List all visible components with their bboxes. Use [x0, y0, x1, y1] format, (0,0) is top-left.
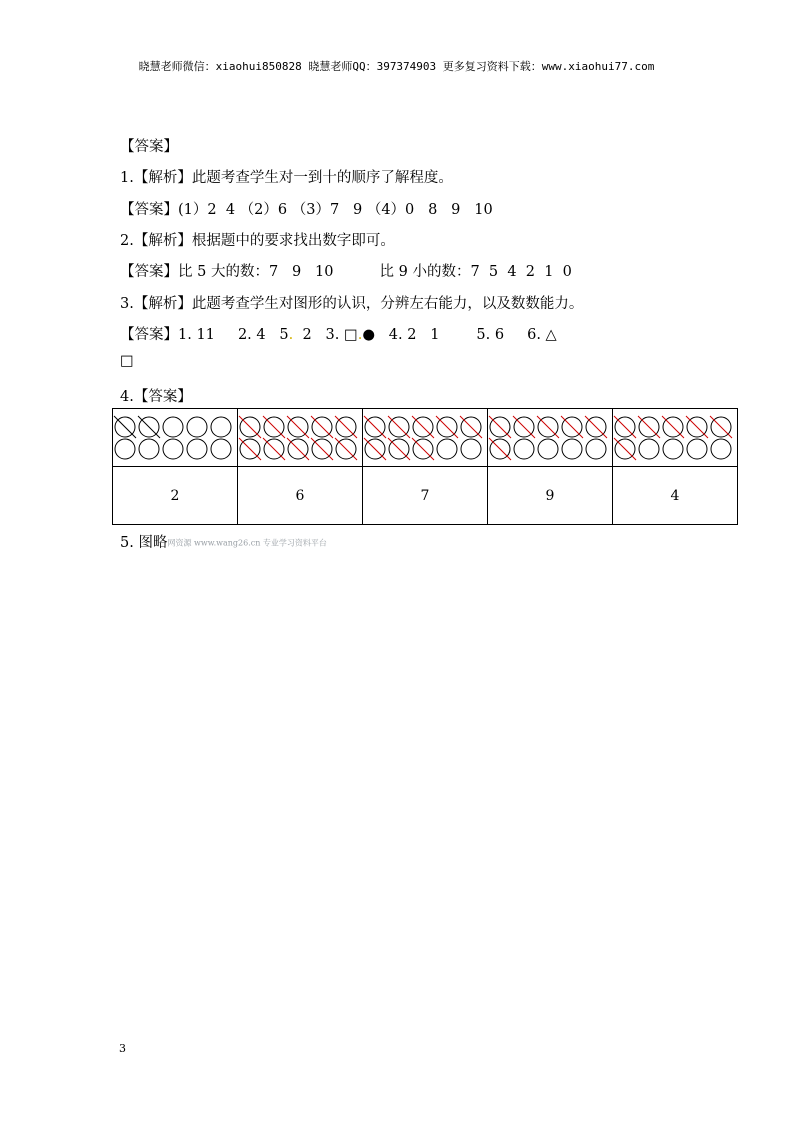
circle: [663, 439, 683, 459]
circle: [586, 439, 606, 459]
cross-mark: [662, 416, 684, 438]
cross-mark: [239, 416, 261, 438]
cross-mark: [513, 416, 535, 438]
circles-row: [113, 409, 738, 467]
cross-mark: [412, 416, 434, 438]
circle: [461, 439, 481, 459]
cross-mark: [489, 438, 511, 460]
circle: [538, 439, 558, 459]
cross-mark: [263, 438, 285, 460]
q5-text: 5. 图略: [120, 535, 168, 551]
cross-mark: [489, 416, 511, 438]
cross-mark: [436, 416, 458, 438]
cross-mark: [263, 416, 285, 438]
cross-mark: [364, 416, 386, 438]
circle: [711, 439, 731, 459]
cross-mark: [614, 416, 636, 438]
numbers-row: [113, 467, 738, 525]
cross-mark: [364, 438, 386, 460]
q2-answer-greater: 【答案】比 5 大的数：7 9 10: [120, 264, 334, 280]
watermark: 网资源 www.wang26.cn 专业学习资料平台: [167, 538, 327, 548]
circle-cell: [238, 409, 363, 467]
circle: [115, 439, 135, 459]
circle: [639, 439, 659, 459]
circle: [163, 417, 183, 437]
q3-analysis: 3.【解析】此题考查学生对图形的认识，分辨左右能力，以及数数能力。: [120, 296, 584, 312]
cross-mark: [335, 416, 357, 438]
q3-answer-part-b: 2 3. □: [293, 327, 358, 343]
circle-cell: [488, 409, 613, 467]
cross-mark: [614, 438, 636, 460]
cross-mark: [287, 438, 309, 460]
circle: [211, 439, 231, 459]
cross-mark: [311, 438, 333, 460]
circle: [163, 439, 183, 459]
circle-cell: [113, 409, 238, 467]
q1-analysis: 1.【解析】此题考查学生对一到十的顺序了解程度。: [120, 170, 453, 186]
answer-table: [112, 408, 738, 525]
cross-mark: [335, 438, 357, 460]
circle-group: [488, 413, 612, 463]
q1-answer: 【答案】(1）2 4 （2）6 （3）7 9 （4）0 8 9 10: [120, 202, 493, 218]
circle: [514, 439, 534, 459]
q4-title: 4.【答案】: [120, 389, 192, 405]
cross-mark: [388, 416, 410, 438]
q2-answer: [120, 260, 572, 281]
circle: [562, 439, 582, 459]
cross-mark: [311, 416, 333, 438]
q3-answer-part-a: 【答案】1. 11 2. 4 5: [120, 327, 289, 343]
circle: [437, 439, 457, 459]
q5: [120, 531, 327, 552]
q2-answer-less: 比 9 小的数：7 5 4 2 1 0: [379, 264, 572, 280]
q3-answer-continued: □: [120, 353, 134, 369]
circle-cell: [613, 409, 738, 467]
answer-cell: 7: [363, 467, 488, 525]
cross-mark: [114, 416, 136, 438]
q3-dot-1: .: [288, 327, 294, 343]
circle: [211, 417, 231, 437]
cross-mark: [388, 438, 410, 460]
cross-mark: [585, 416, 607, 438]
page-number: 3: [119, 1042, 126, 1055]
circle: [139, 439, 159, 459]
circle: [187, 417, 207, 437]
circle-group: [363, 413, 487, 463]
answer-cell: 6: [238, 467, 363, 525]
cross-mark: [412, 438, 434, 460]
cross-mark: [561, 416, 583, 438]
q3-answer-part-c: ● 4. 2 1 5. 6 6. △: [362, 327, 557, 343]
answer-cell: 2: [113, 467, 238, 525]
cross-mark: [686, 416, 708, 438]
answer-cell: 9: [488, 467, 613, 525]
answer-cell: 4: [613, 467, 738, 525]
answer-title: 【答案】: [120, 139, 178, 155]
cross-mark: [638, 416, 660, 438]
cross-mark: [287, 416, 309, 438]
circle-cell: [363, 409, 488, 467]
cross-mark: [710, 416, 732, 438]
circle-group: [613, 413, 737, 463]
q3-dot-2: .: [357, 327, 363, 343]
cross-mark: [138, 416, 160, 438]
q3-answer: [120, 323, 557, 344]
circle: [687, 439, 707, 459]
page-header: 晓慧老师微信：xiaohui850828 晓慧老师QQ：397374903 更多复习资料下载：www.xiaohui77.com: [138, 60, 655, 73]
circle: [187, 439, 207, 459]
q2-analysis: 2.【解析】根据题中的要求找出数字即可。: [120, 233, 395, 249]
cross-mark: [239, 438, 261, 460]
cross-mark: [460, 416, 482, 438]
circle-group: [238, 413, 362, 463]
cross-mark: [537, 416, 559, 438]
circle-group: [113, 413, 237, 463]
